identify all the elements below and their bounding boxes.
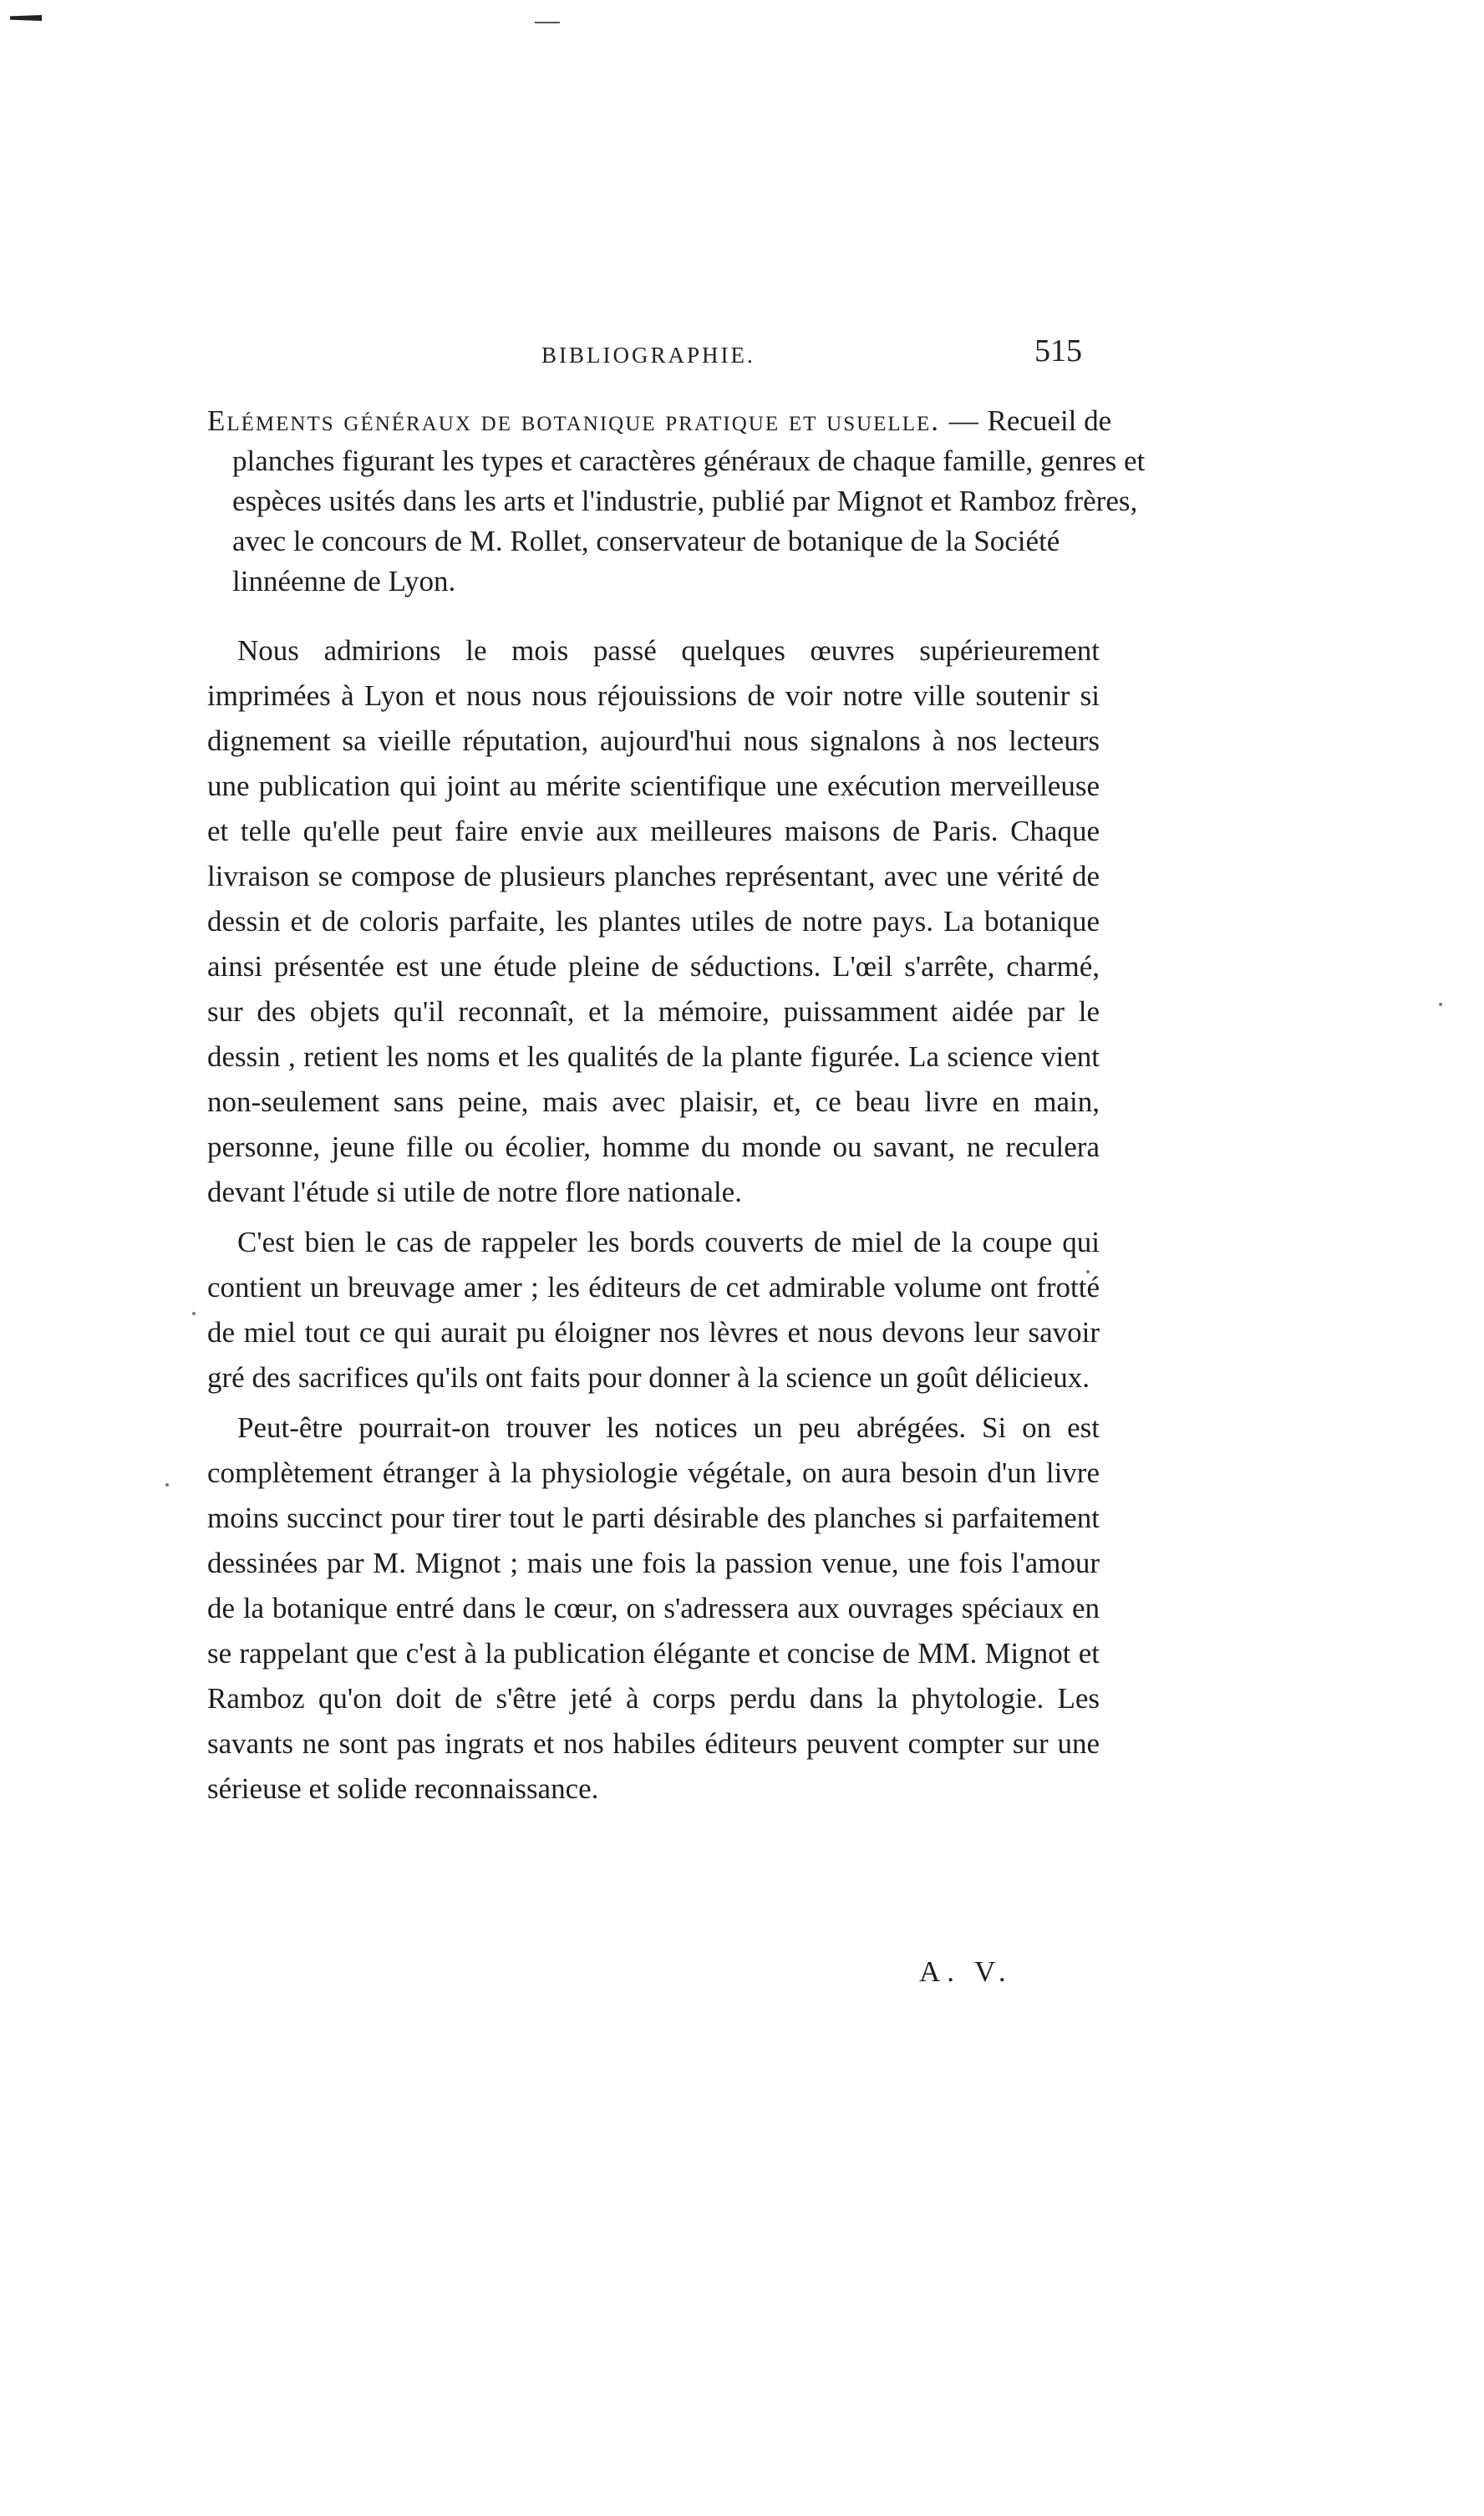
paragraph: C'est bien le cas de rappeler les bords couverts de miel de la coupe qui contient un breuvage amer ; les éditeurs de cet admirable volume ont frotté de miel tout ce qui aurait pu éloigner nos lèvres et nous devons leur savoir gré des sacrifices qu'ils ont faits pour donner à la science un goût délicieux. (207, 1226, 1100, 1394)
entry-description: Recueil de planches figurant les types et caractères généraux de chaque famille, genres et espèces usités dans les arts et l'industrie, publié par Mignot et Ramboz frères, avec le concours de M. Rollet, conservateur de botanique de la Société linnéenne de Lyon. (232, 404, 1146, 597)
running-head: BIBLIOGRAPHIE. (541, 343, 755, 368)
page-speck (192, 1312, 196, 1315)
page-number: 515 (1034, 333, 1082, 369)
paragraph: Nous admirions le mois passé quelques œuvres supérieurement imprimées à Lyon et nous nous réjouissions de voir notre ville soutenir si dignement sa vieille réputation, aujourd'hui nous signalons à nos lecteurs une publication qui joint au mérite scientifique une exécution merveilleuse et telle qu'elle peut faire envie aux meilleures maisons de Paris. Chaque livraison se compose de plusieurs planches représentant, avec une vérité de dessin et de coloris parfaite, les plantes utiles de notre pays. La botanique ainsi présentée est une étude pleine de séductions. L'œil s'arrête, charmé, sur des objets qu'il reconnaît, et la mémoire, puissamment aidée par le dessin , retient les noms et les qualités de la plante figurée. La science vient non-seulement sans peine, mais avec plaisir, et, ce beau livre en main, personne, jeune fille ou écolier, homme du monde ou savant, ne reculera devant l'étude si utile de notre flore nationale. (207, 634, 1100, 1208)
page-speck (165, 1483, 169, 1487)
review-body (207, 628, 1100, 1812)
top-dash-mark (535, 22, 560, 23)
author-signature: A. V. (919, 1955, 1013, 1988)
entry-title: Eléments généraux de botanique pratique et usuelle. — (207, 404, 980, 437)
corner-scan-mark (10, 15, 42, 21)
paragraph: Peut-être pourrait-on trouver les notices un peu abrégées. Si on est complètement étranger à la physiologie végétale, on aura besoin d'un livre moins succinct pour tirer tout le parti désirable des planches si parfaitement dessinées par M. Mignot ; mais une fois la passion venue, une fois l'amour de la botanique entré dans le cœur, on s'adressera aux ouvrages spéciaux en se rappelant que c'est à la publication élégante et concise de MM. Mignot et Ramboz qu'on doit de s'être jeté à corps perdu dans la phytologie. Les savants ne sont pas ingrats et nos habiles éditeurs peuvent compter sur une sérieuse et solide reconnaissance. (207, 1411, 1100, 1805)
bibliography-entry (207, 401, 1151, 602)
page-speck (1439, 1003, 1442, 1006)
